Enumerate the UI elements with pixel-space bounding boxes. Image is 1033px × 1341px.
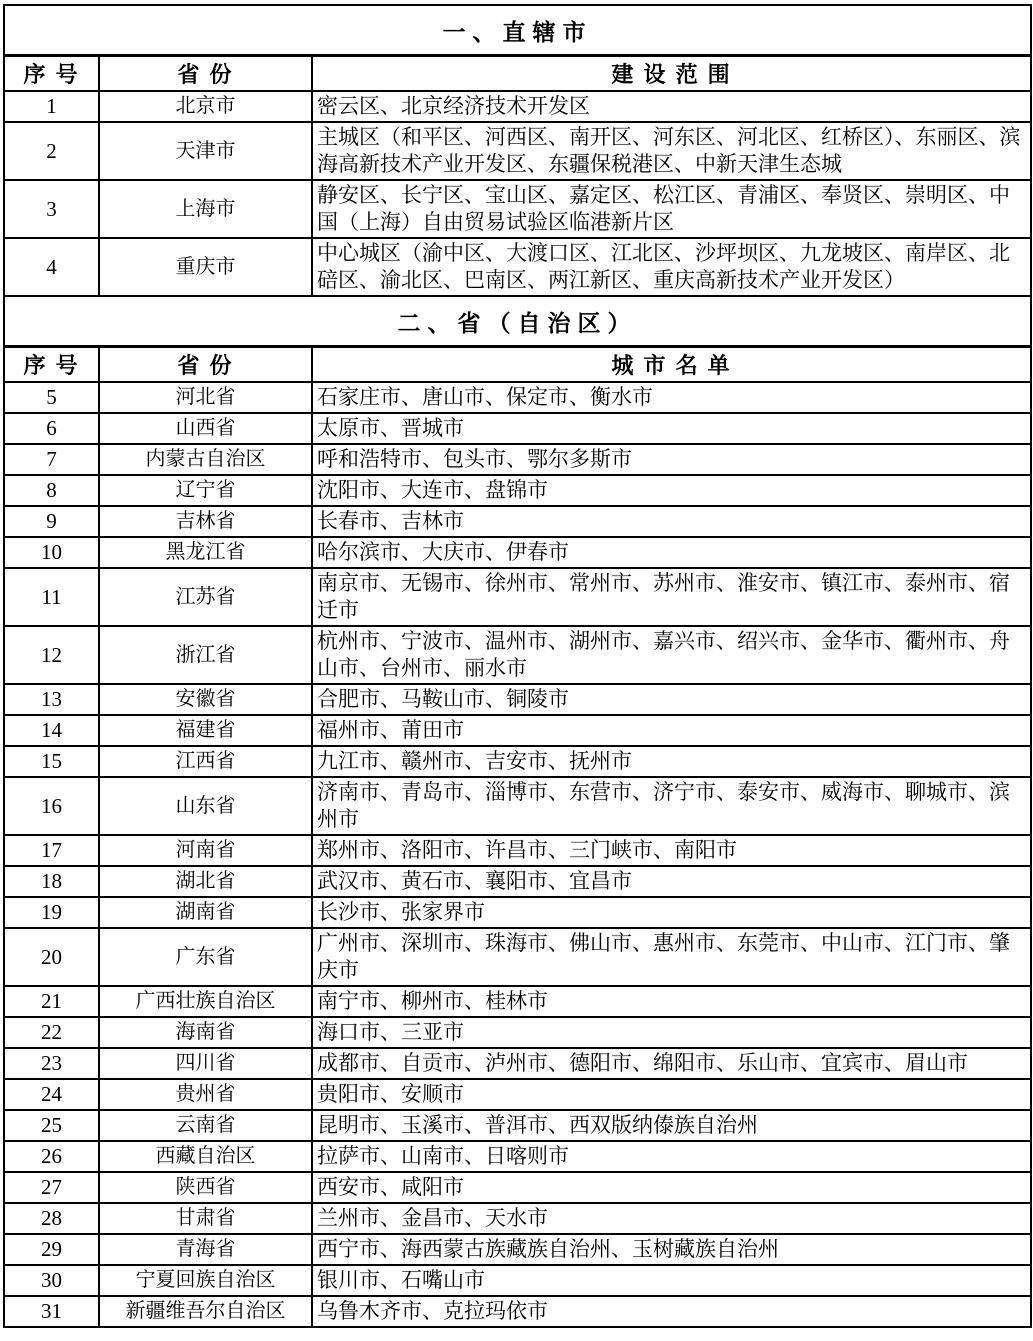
row-number-cell: 17 — [4, 835, 99, 866]
section-title-row — [4, 5, 1031, 56]
table-row — [4, 777, 1031, 835]
province-cell: 湖南省 — [99, 897, 312, 928]
province-cell: 河南省 — [99, 835, 312, 866]
table-row — [4, 1234, 1031, 1265]
province-cell: 湖北省 — [99, 866, 312, 897]
cities-list-cell: 兰州市、金昌市、天水市 — [312, 1203, 1031, 1234]
province-cell: 山西省 — [99, 413, 312, 444]
province-cell: 陕西省 — [99, 1172, 312, 1203]
column-header: 序 号 — [4, 347, 99, 383]
province-cell: 天津市 — [99, 122, 312, 180]
row-number-cell: 1 — [4, 91, 99, 122]
province-cell: 青海省 — [99, 1234, 312, 1265]
row-number-cell: 26 — [4, 1141, 99, 1172]
cities-list-cell: 郑州市、洛阳市、许昌市、三门峡市、南阳市 — [312, 835, 1031, 866]
province-cell: 甘肃省 — [99, 1203, 312, 1234]
province-cell: 江苏省 — [99, 568, 312, 626]
province-cell: 四川省 — [99, 1048, 312, 1079]
row-number-cell: 5 — [4, 382, 99, 413]
row-number-cell: 25 — [4, 1110, 99, 1141]
row-number-cell: 18 — [4, 866, 99, 897]
table-row — [4, 1265, 1031, 1296]
province-cell: 河北省 — [99, 382, 312, 413]
table-row — [4, 568, 1031, 626]
cities-list-cell: 广州市、深圳市、珠海市、佛山市、惠州市、东莞市、中山市、江门市、肇庆市 — [312, 928, 1031, 986]
cities-list-cell: 呼和浩特市、包头市、鄂尔多斯市 — [312, 444, 1031, 475]
row-number-cell: 15 — [4, 746, 99, 777]
table-row — [4, 684, 1031, 715]
table-row — [4, 986, 1031, 1017]
cities-list-cell: 南京市、无锡市、徐州市、常州市、苏州市、淮安市、镇江市、泰州市、宿迁市 — [312, 568, 1031, 626]
province-cell: 浙江省 — [99, 626, 312, 684]
table-row — [4, 1141, 1031, 1172]
row-number-cell: 28 — [4, 1203, 99, 1234]
section-title-row — [4, 296, 1031, 347]
table-row — [4, 1079, 1031, 1110]
cities-list-cell: 武汉市、黄石市、襄阳市、宜昌市 — [312, 866, 1031, 897]
row-number-cell: 23 — [4, 1048, 99, 1079]
province-cell: 宁夏回族自治区 — [99, 1265, 312, 1296]
table-row — [4, 537, 1031, 568]
cities-list-cell: 福州市、莆田市 — [312, 715, 1031, 746]
cities-list-cell: 合肥市、马鞍山市、铜陵市 — [312, 684, 1031, 715]
row-number-cell: 21 — [4, 986, 99, 1017]
cities-list-cell: 西安市、咸阳市 — [312, 1172, 1031, 1203]
cities-list-cell: 银川市、石嘴山市 — [312, 1265, 1031, 1296]
row-number-cell: 4 — [4, 238, 99, 296]
table-row — [4, 1017, 1031, 1048]
province-cell: 黑龙江省 — [99, 537, 312, 568]
table-row — [4, 506, 1031, 537]
table-body — [4, 5, 1031, 1327]
section-title: 一、直辖市 — [4, 5, 1031, 56]
row-number-cell: 19 — [4, 897, 99, 928]
table-row — [4, 1296, 1031, 1327]
table-row — [4, 180, 1031, 238]
column-header-row — [4, 347, 1031, 383]
row-number-cell: 30 — [4, 1265, 99, 1296]
cities-list-cell: 九江市、赣州市、吉安市、抚州市 — [312, 746, 1031, 777]
table-row — [4, 715, 1031, 746]
cities-list-cell: 密云区、北京经济技术开发区 — [312, 91, 1031, 122]
province-cell: 云南省 — [99, 1110, 312, 1141]
province-cell: 辽宁省 — [99, 475, 312, 506]
table-row — [4, 1203, 1031, 1234]
table-row — [4, 475, 1031, 506]
row-number-cell: 27 — [4, 1172, 99, 1203]
cities-list-cell: 南宁市、柳州市、桂林市 — [312, 986, 1031, 1017]
row-number-cell: 8 — [4, 475, 99, 506]
row-number-cell: 10 — [4, 537, 99, 568]
province-cell: 广东省 — [99, 928, 312, 986]
row-number-cell: 2 — [4, 122, 99, 180]
table-row — [4, 897, 1031, 928]
province-cell: 贵州省 — [99, 1079, 312, 1110]
province-cell: 江西省 — [99, 746, 312, 777]
cities-list-cell: 太原市、晋城市 — [312, 413, 1031, 444]
row-number-cell: 12 — [4, 626, 99, 684]
row-number-cell: 7 — [4, 444, 99, 475]
province-city-table — [3, 4, 1032, 1328]
cities-list-cell: 拉萨市、山南市、日喀则市 — [312, 1141, 1031, 1172]
table-row — [4, 1048, 1031, 1079]
province-cell: 吉林省 — [99, 506, 312, 537]
table-row — [4, 1110, 1031, 1141]
table-row — [4, 444, 1031, 475]
cities-list-cell: 杭州市、宁波市、温州市、湖州市、嘉兴市、绍兴市、金华市、衢州市、舟山市、台州市、丽水市 — [312, 626, 1031, 684]
column-header: 城 市 名 单 — [312, 347, 1031, 383]
cities-list-cell: 中心城区（渝中区、大渡口区、江北区、沙坪坝区、九龙坡区、南岸区、北碚区、渝北区、巴南区、两江新区、重庆高新技术产业开发区） — [312, 238, 1031, 296]
row-number-cell: 31 — [4, 1296, 99, 1327]
cities-list-cell: 乌鲁木齐市、克拉玛依市 — [312, 1296, 1031, 1327]
province-cell: 北京市 — [99, 91, 312, 122]
cities-list-cell: 沈阳市、大连市、盘锦市 — [312, 475, 1031, 506]
table-row — [4, 746, 1031, 777]
row-number-cell: 24 — [4, 1079, 99, 1110]
cities-list-cell: 济南市、青岛市、淄博市、东营市、济宁市、泰安市、威海市、聊城市、滨州市 — [312, 777, 1031, 835]
table-row — [4, 928, 1031, 986]
row-number-cell: 6 — [4, 413, 99, 444]
table-row — [4, 1172, 1031, 1203]
cities-list-cell: 昆明市、玉溪市、普洱市、西双版纳傣族自治州 — [312, 1110, 1031, 1141]
row-number-cell: 14 — [4, 715, 99, 746]
province-cell: 广西壮族自治区 — [99, 986, 312, 1017]
section-title: 二、省（自治区） — [4, 296, 1031, 347]
cities-list-cell: 石家庄市、唐山市、保定市、衡水市 — [312, 382, 1031, 413]
row-number-cell: 11 — [4, 568, 99, 626]
cities-list-cell: 静安区、长宁区、宝山区、嘉定区、松江区、青浦区、奉贤区、崇明区、中国（上海）自由贸易试验区临港新片区 — [312, 180, 1031, 238]
cities-list-cell: 贵阳市、安顺市 — [312, 1079, 1031, 1110]
province-cell: 福建省 — [99, 715, 312, 746]
row-number-cell: 13 — [4, 684, 99, 715]
column-header-row — [4, 56, 1031, 92]
row-number-cell: 9 — [4, 506, 99, 537]
table-row — [4, 382, 1031, 413]
table-row — [4, 122, 1031, 180]
table-row — [4, 238, 1031, 296]
province-cell: 山东省 — [99, 777, 312, 835]
cities-list-cell: 长春市、吉林市 — [312, 506, 1031, 537]
table-row — [4, 91, 1031, 122]
row-number-cell: 22 — [4, 1017, 99, 1048]
table-row — [4, 866, 1031, 897]
cities-list-cell: 主城区（和平区、河西区、南开区、河东区、河北区、红桥区）、东丽区、滨海高新技术产业开发区、东疆保税港区、中新天津生态城 — [312, 122, 1031, 180]
province-cell: 安徽省 — [99, 684, 312, 715]
row-number-cell: 20 — [4, 928, 99, 986]
table-row — [4, 835, 1031, 866]
province-cell: 新疆维吾尔自治区 — [99, 1296, 312, 1327]
cities-list-cell: 海口市、三亚市 — [312, 1017, 1031, 1048]
province-cell: 西藏自治区 — [99, 1141, 312, 1172]
column-header: 省 份 — [99, 347, 312, 383]
cities-list-cell: 长沙市、张家界市 — [312, 897, 1031, 928]
row-number-cell: 3 — [4, 180, 99, 238]
province-cell: 内蒙古自治区 — [99, 444, 312, 475]
province-cell: 海南省 — [99, 1017, 312, 1048]
table-row — [4, 626, 1031, 684]
column-header: 省 份 — [99, 56, 312, 92]
table-row — [4, 413, 1031, 444]
cities-list-cell: 成都市、自贡市、泸州市、德阳市、绵阳市、乐山市、宜宾市、眉山市 — [312, 1048, 1031, 1079]
province-cell: 重庆市 — [99, 238, 312, 296]
column-header: 序 号 — [4, 56, 99, 92]
cities-list-cell: 哈尔滨市、大庆市、伊春市 — [312, 537, 1031, 568]
row-number-cell: 16 — [4, 777, 99, 835]
cities-list-cell: 西宁市、海西蒙古族藏族自治州、玉树藏族自治州 — [312, 1234, 1031, 1265]
province-cell: 上海市 — [99, 180, 312, 238]
row-number-cell: 29 — [4, 1234, 99, 1265]
column-header: 建 设 范 围 — [312, 56, 1031, 92]
